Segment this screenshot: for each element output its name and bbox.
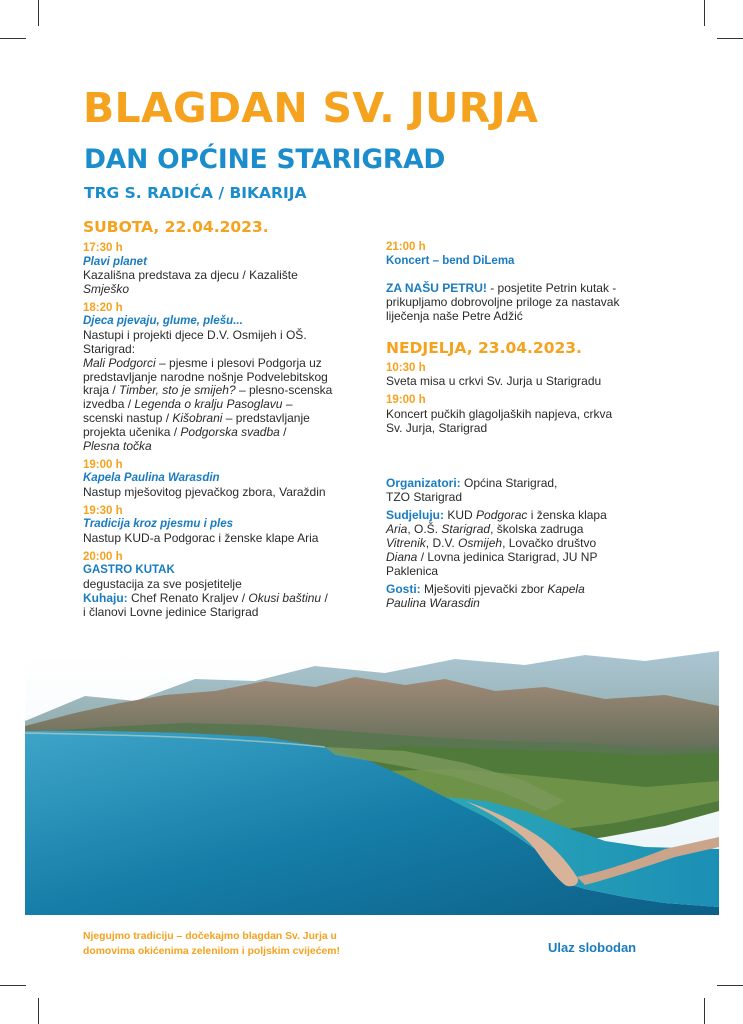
participants: Sudjeluju: KUD Podgorac i ženska klapa Aria, O.Š. Starigrad, školska zadruga Vitrenik, D.V. Osmijeh, Lovačko društvo Diana / Lovna jedinica Starigrad, JU NP Paklenica — [386, 508, 607, 578]
event-title: Koncert – bend DiLema — [386, 254, 515, 267]
program-event — [83, 505, 373, 546]
event-time: 19:00 h — [83, 458, 123, 471]
event-title: Kapela Paulina Warasdin — [83, 472, 220, 485]
day-heading: SUBOTA, 22.04.2023. — [83, 218, 269, 236]
free-entry-note: Ulaz slobodan — [548, 940, 637, 955]
event-title: Plavi planet — [83, 255, 147, 268]
event-description: Koncert pučkih glagoljaških napjeva, crkva Sv. Jurja, Starigrad — [386, 406, 613, 435]
event-title: GASTRO KUTAK — [83, 564, 175, 577]
petra-notice: ZA NAŠU PETRU! - posjetite Petrin kutak - prikupljamo dobrovoljne priloge za nastavak liječenja naše Petre Adžić — [386, 281, 620, 323]
program-event — [83, 302, 373, 454]
crop-mark — [717, 38, 743, 39]
event-time: 19:00 h — [386, 394, 426, 407]
event-time: 10:30 h — [386, 361, 426, 374]
crop-mark — [38, 998, 39, 1024]
saturday-program — [83, 217, 373, 622]
event-title: Tradicija kroz pjesmu i ples — [83, 518, 233, 531]
event-description: degustacija za sve posjetitelje Kuhaju: Chef Renato Kraljev / Okusi baštinu / i članovi Lovne jedinice Starigrad — [83, 576, 328, 619]
event-time: 17:30 h — [83, 242, 123, 254]
event-description: Nastup KUD-a Podgorac i ženske klape Aria — [83, 530, 319, 545]
day-heading: NEDJELJA, 23.04.2023. — [386, 338, 582, 357]
organizers: Organizatori: Općina Starigrad, TZO Starigrad — [386, 476, 558, 505]
event-description: Kazališna predstava za djecu / Kazalište Smješko — [83, 268, 298, 296]
program-event — [386, 241, 656, 268]
event-location: TRG S. RADIĆA / BIKARIJA — [84, 184, 307, 202]
footer-note: Njegujmo tradiciju – dočekajmo blagdan Sv. Jurja u domovima okićenima zelenilom i poljskim cvijećem! — [83, 931, 340, 957]
crop-mark — [38, 0, 39, 26]
event-description: Sveta misa u crkvi Sv. Jurja u Starigradu — [386, 374, 602, 389]
program-event — [386, 362, 656, 389]
crop-mark — [704, 0, 705, 26]
right-column — [386, 241, 656, 611]
event-description: Nastupi i projekti djece D.V. Osmijeh i OŠ. Starigrad: Mali Podgorci – pjesme i plesovi Podgorja uz predstavljanje narodne nošnje Podvelebitskog kraja / Timber, sto je smijeh? – plesno-scenska izvedba / Legenda o kralju Pasoglavu – scenski nastup / Kišobrani – predstavljanje projekta učenika / Podgorska svadba / Plesna točka — [83, 327, 333, 454]
event-description: Nastup mješovitog pjevačkog zbora, Varaždin — [83, 484, 326, 499]
guests: Gosti: Mješoviti pjevački zbor Kapela Paulina Warasdin — [386, 581, 585, 610]
crop-mark — [704, 998, 705, 1024]
crop-mark — [717, 985, 743, 986]
event-title: Djeca pjevaju, glume, plešu... — [83, 315, 243, 328]
crop-mark — [0, 38, 26, 39]
page-subtitle: DAN OPĆINE STARIGRAD — [84, 144, 446, 175]
event-time: 18:20 h — [83, 301, 123, 314]
program-event — [386, 394, 656, 435]
crop-mark — [0, 985, 26, 986]
event-time: 21:00 h — [386, 241, 426, 253]
page-title: BLAGDAN SV. JURJA — [83, 84, 539, 132]
coastline-photo — [25, 651, 719, 915]
program-event — [83, 242, 373, 297]
event-time: 20:00 h — [83, 550, 123, 563]
event-time: 19:30 h — [83, 504, 123, 517]
program-event — [83, 459, 373, 500]
program-event — [83, 551, 373, 620]
